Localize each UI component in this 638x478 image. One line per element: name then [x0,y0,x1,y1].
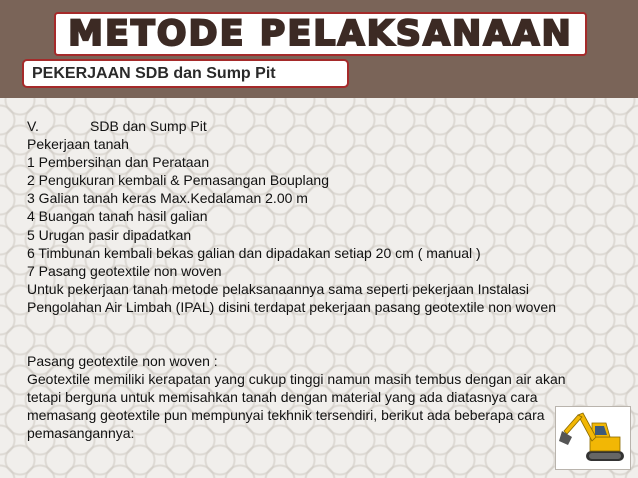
text-line: memasang geotextile pun mempunyai tekhnik tersendiri, berikut ada beberapa cara [27,407,545,424]
text-line: pemasangannya: [27,425,135,442]
text-line: Geotextile memiliki kerapatan yang cukup tinggi namun masih tembus dengan air akan [27,371,566,388]
text-line: Pasang geotextile non woven : [27,353,218,370]
paragraph-gap [27,334,617,352]
text-line: tetapi berguna untuk memisahkan tanah dengan material yang ada diatasnya cara [27,389,538,406]
section-number: V. [27,118,39,134]
list-item: 1 Pembersihan dan Perataan [27,154,210,171]
subtitle-banner [22,59,349,88]
excavator-bucket [559,431,572,445]
list-item: 2 Pengukuran kembali & Pemasangan Bouplang [27,172,329,189]
list-item: 7 Pasang geotextile non woven [27,262,222,279]
list-item: 6 Timbunan kembali bekas galian dan dipadakan setiap 20 cm ( manual ) [27,244,481,261]
list-item: 4 Buangan tanah hasil galian [27,208,208,225]
title-banner [54,12,587,56]
excavator-drawing [556,407,630,469]
page-subtitle: PEKERJAAN SDB dan Sump Pit [32,65,276,82]
paragraph-gap [27,316,617,334]
text-line: Pengolahan Air Limbah (IPAL) disini terdapat pekerjaan pasang geotextile non woven [27,298,556,315]
text-line: Pekerjaan tanah [27,136,129,153]
excavator-track-inner [589,453,621,459]
section-title: SDB dan Sump Pit [90,118,207,134]
excavator-arm [564,415,582,434]
list-item: 5 Urugan pasir dipadatkan [27,226,192,243]
excavator-icon [555,406,631,470]
body-text [27,117,617,443]
section-heading [27,117,617,135]
text-line: Untuk pekerjaan tanah metode pelaksanaannya sama seperti pekerjaan Instalasi [27,280,529,297]
list-item: 3 Galian tanah keras Max.Kedalaman 2.00 m [27,190,308,207]
page-title: METODE PELAKSANAAN [68,14,573,54]
excavator-body [590,437,620,451]
